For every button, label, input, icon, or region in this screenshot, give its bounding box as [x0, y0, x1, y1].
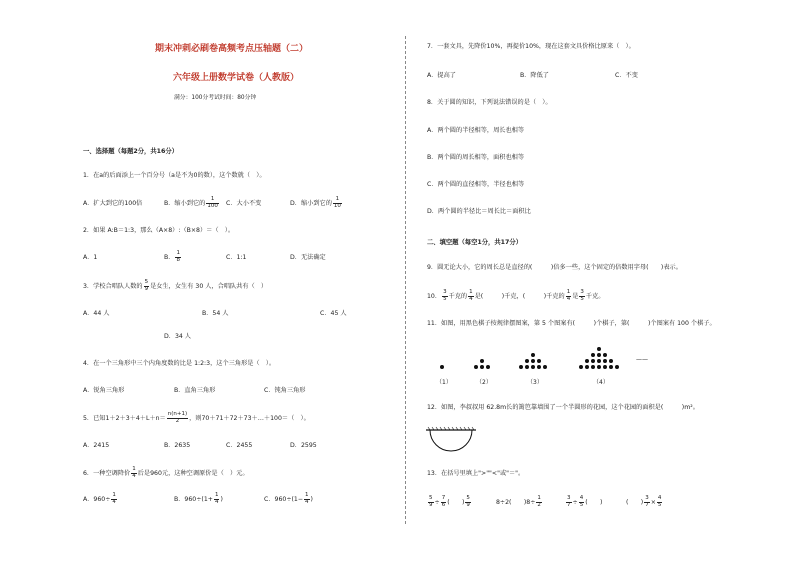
- q1-option-d: D．缩小到它的 $\frac{1}{10}$: [290, 196, 341, 209]
- q6-option-b: B．960÷(1+ $\frac{1}{4}$ ): [174, 492, 223, 505]
- q8-option-a: A．两个圆的半径相等，周长也相等: [427, 127, 525, 134]
- q2-option-a: A．1: [83, 254, 98, 261]
- dot: [585, 365, 589, 369]
- q1-option-c: C．大小不变: [226, 200, 262, 207]
- dot: [480, 365, 484, 369]
- dot: [603, 365, 607, 369]
- dot: [591, 365, 595, 369]
- q7-stem: 7．一套文具，先降价10%，再提价10%，现在这套文具价格比原来（ ）。: [427, 43, 635, 50]
- q2-option-b: B． $\frac{1}{8}$: [164, 250, 180, 263]
- q5-option-a: A．2415: [83, 442, 110, 449]
- q9-stem: 9．圆无论大小，它的周长总是直径的( )倍多一些，这个固定的倍数用字母( )表示。: [427, 264, 682, 271]
- dot: [531, 365, 535, 369]
- q3-option-b: B．54 人: [202, 310, 229, 317]
- exam-info: 满分：100分考试时间：80分钟: [174, 95, 257, 101]
- q6-stem: 6．一种空调降价 $\frac{1}{4}$ 后是960元，这种空调原价是（ ）元。: [83, 466, 249, 479]
- dot: [597, 347, 601, 351]
- q5-option-d: D．2595: [290, 442, 317, 449]
- section-1-heading: 一、选择题（每题2分，共16分）: [83, 148, 179, 155]
- figure-label-2: （2）: [476, 379, 492, 386]
- dot: [591, 359, 595, 363]
- q4-stem: 4．在一个三角形中三个内角度数的比是 1:2:3，这个三角形是（ ）。: [83, 360, 276, 367]
- q7-option-a: A．提高了: [427, 72, 456, 79]
- q4-option-a: A．锐角三角形: [83, 387, 125, 394]
- dot: [615, 365, 619, 369]
- page-subtitle: 六年级上册数学试卷（人教版）: [173, 73, 300, 83]
- dot: [609, 359, 613, 363]
- dot: [609, 365, 613, 369]
- q8-option-d: D．两个圆的半径比＝周长比＝面积比: [427, 208, 531, 215]
- q3-stem: 3．学校合唱队人数的 $\frac{5}{9}$ 是女生，女生有 30 人，合唱队共有（ ）: [83, 279, 268, 292]
- column-divider: [405, 36, 406, 524]
- q8-stem: 8．关于圆的知识，下列说法错误的是（ ）。: [427, 99, 552, 106]
- dot: [603, 359, 607, 363]
- q8-option-c: C．两个圆的直径相等，半径也相等: [427, 181, 525, 188]
- q3-option-d: D．34 人: [164, 333, 191, 340]
- dot: [597, 365, 601, 369]
- q4-option-b: B．直角三角形: [174, 387, 216, 394]
- semicircle-fence: [430, 430, 472, 451]
- dot: [579, 365, 583, 369]
- q1-option-b: B．缩小到它的 $\frac{1}{100}$: [164, 196, 218, 209]
- dot: [537, 365, 541, 369]
- q3-option-c: C．45 人: [320, 310, 347, 317]
- dot: [591, 353, 595, 357]
- q12-stem: 12．如图，李叔叔用 62.8m长的篱笆靠墙围了一个半圆形的花园，这个花园的面积是( )m²。: [427, 404, 699, 411]
- q5-option-c: C．2455: [226, 442, 253, 449]
- dot: [474, 365, 478, 369]
- figure-continuation: ——: [636, 356, 648, 363]
- dot: [519, 365, 523, 369]
- q1-stem: 1．在a的后面添上一个百分号（a是不为0的数），这个数就（ ）。: [83, 172, 266, 179]
- q6-option-c: C．960÷(1− $\frac{1}{4}$ ): [264, 492, 313, 505]
- q4-option-c: C．钝角三角形: [264, 387, 306, 394]
- dot: [597, 353, 601, 357]
- dot: [525, 359, 529, 363]
- q13-item-1: $\frac{5}{9}$ ÷ $\frac{7}{6}$ ( ) $\frac{5}{9}$: [429, 495, 470, 508]
- q13-item-3: $\frac{3}{7}$ ÷ $\frac{4}{5}$ ( ): [567, 495, 603, 508]
- q13-item-4: ( ) $\frac{3}{7}$ × $\frac{4}{5}$: [626, 495, 662, 508]
- dot: [531, 359, 535, 363]
- semicircle-garden-figure: [424, 426, 478, 456]
- dot: [525, 365, 529, 369]
- figure-label-1: （1）: [436, 379, 452, 386]
- q2-option-c: C．1:1: [226, 254, 247, 261]
- q10-stem: 10． $\frac{3}{5}$ 千克的 $\frac{1}{4}$ 是( )千克，( )千克的 $\frac{1}{4}$ 是 $\frac{3}{5}$ 千克。: [427, 289, 605, 302]
- q13-item-2: 8÷2( )8÷ $\frac{1}{2}$: [496, 495, 541, 508]
- dot: [597, 359, 601, 363]
- q7-option-b: B．降低了: [520, 72, 549, 79]
- page-title: 期末冲刺必刷卷高频考点压轴题（二）: [155, 44, 309, 54]
- q5-option-b: B．2635: [164, 442, 191, 449]
- q11-stem: 11．如图，用黑色棋子按规律摆图案，第 5 个图案有( )个棋子，第( )个图案有 100 个棋子。: [427, 320, 716, 327]
- section-2-heading: 二、填空题（每空1分，共17分）: [427, 239, 523, 246]
- q13-stem: 13．在括号里填上">""<"或"＝"。: [427, 470, 525, 477]
- q5-stem: 5．已知1＋2＋3＋4＋L＋n＝ $\frac{n(n+1)}{2}$ ，则70＋71＋72＋73＋…＋100＝（ ）。: [83, 411, 310, 424]
- dot: [440, 365, 444, 369]
- dot: [480, 359, 484, 363]
- figure-label-4: （4）: [593, 379, 609, 386]
- dot: [486, 365, 490, 369]
- q2-stem: 2．如果 A:B＝1:3，那么（A×8）:（B×8）＝（ ）。: [83, 227, 235, 234]
- dot: [603, 353, 607, 357]
- dot: [543, 365, 547, 369]
- q8-option-b: B．两个圆的周长相等，面积也相等: [427, 154, 525, 161]
- q3-option-a: A．44 人: [83, 310, 110, 317]
- q2-option-d: D．无法确定: [290, 254, 326, 261]
- dot: [531, 353, 535, 357]
- figure-label-3: （3）: [527, 379, 543, 386]
- dot: [585, 359, 589, 363]
- dot: [537, 359, 541, 363]
- q1-option-a: A．扩大到它的100倍: [83, 200, 143, 207]
- q7-option-c: C．不变: [615, 72, 638, 79]
- q6-option-a: A．960÷ $\frac{1}{4}$: [83, 492, 116, 505]
